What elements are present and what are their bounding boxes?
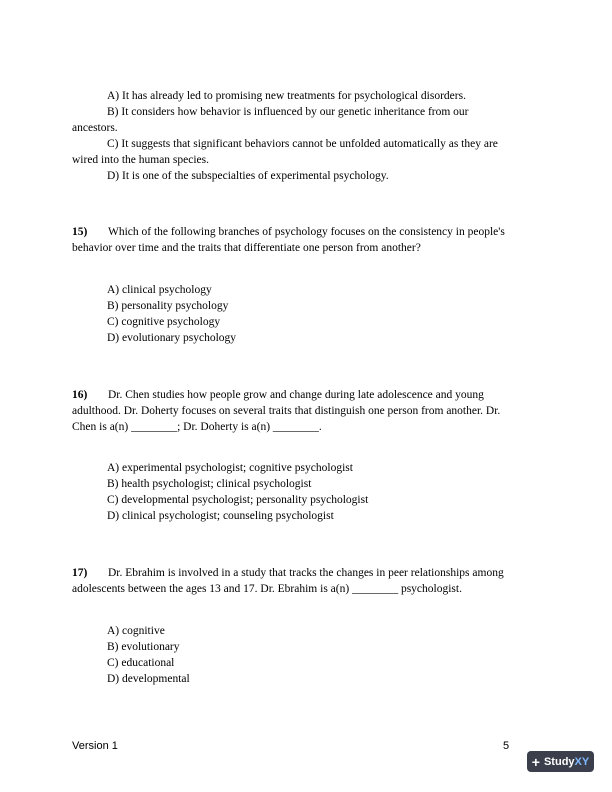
q16-number: 16) xyxy=(72,389,88,401)
q17-option-c: C) educational xyxy=(107,657,175,669)
q14-option-b-cont: ancestors. xyxy=(72,122,118,134)
q17-text-line1: Dr. Ebrahim is involved in a study that tracks the changes in peer relationships among xyxy=(108,567,504,579)
q14-option-b: B) It considers how behavior is influenced by our genetic inheritance from our xyxy=(107,106,469,118)
q16-option-b: B) health psychologist; clinical psychologist xyxy=(107,478,312,490)
q14-option-c-cont: wired into the human species. xyxy=(72,154,210,166)
studyxy-badge[interactable] xyxy=(527,751,594,772)
badge-label xyxy=(544,756,589,768)
footer-version: Version 1 xyxy=(72,740,118,752)
q17-number: 17) xyxy=(72,567,88,579)
q15-option-c: C) cognitive psychology xyxy=(107,316,221,328)
q16-option-c: C) developmental psychologist; personality psychologist xyxy=(107,494,369,506)
q17-option-b: B) evolutionary xyxy=(107,641,180,653)
q16-text-line3: Chen is a(n) ________; Dr. Doherty is a(n) ________. xyxy=(72,421,322,433)
q14-option-c: C) It suggests that significant behaviors cannot be unfolded automatically as they are xyxy=(107,138,498,150)
q17-option-a: A) cognitive xyxy=(107,625,165,637)
q15-text-line1: Which of the following branches of psychology focuses on the consistency in people's xyxy=(108,226,505,238)
plus-icon: + xyxy=(531,753,540,770)
q14-option-a: A) It has already led to promising new treatments for psychological disorders. xyxy=(107,90,466,102)
q15-option-b: B) personality psychology xyxy=(107,300,229,312)
q16-option-d: D) clinical psychologist; counseling psychologist xyxy=(107,510,334,522)
badge-label-xy: XY xyxy=(574,755,590,768)
q16-question xyxy=(72,388,484,402)
q14-option-d: D) It is one of the subspecialties of experimental psychology. xyxy=(107,170,389,182)
q15-question xyxy=(72,225,505,239)
q16-text-line2: adulthood. Dr. Doherty focuses on several traits that distinguish one person from another. Dr. xyxy=(72,405,501,417)
q16-option-a: A) experimental psychologist; cognitive psychologist xyxy=(107,462,353,474)
q17-option-d: D) developmental xyxy=(107,673,190,685)
q15-text-line2: behavior over time and the traits that differentiate one person from another? xyxy=(72,242,421,254)
q17-question xyxy=(72,566,504,580)
q15-option-d: D) evolutionary psychology xyxy=(107,332,237,344)
badge-label-study: Study xyxy=(543,755,575,768)
q15-option-a: A) clinical psychology xyxy=(107,284,212,296)
q17-text-line2: adolescents between the ages 13 and 17. Dr. Ebrahim is a(n) ________ psychologist. xyxy=(72,583,462,595)
q16-text-line1: Dr. Chen studies how people grow and change during late adolescence and young xyxy=(108,389,484,401)
q15-number: 15) xyxy=(72,226,88,238)
page-number: 5 xyxy=(503,740,510,752)
